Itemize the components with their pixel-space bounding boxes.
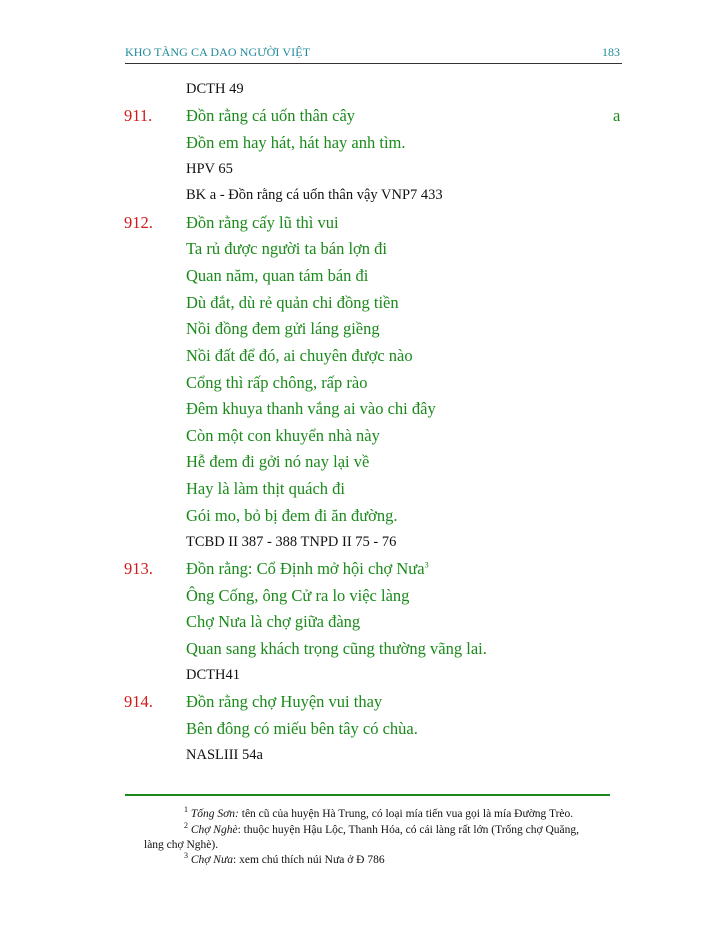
page-number: 183 [602,45,620,59]
verse-line: Ta rủ được người ta bán lợn đi [186,239,387,258]
source-line: NASLIII 54a [186,747,263,763]
verse-line: Gói mo, bỏ bị đem đi ăn đường. [186,506,398,525]
verse-text: Đồn rằng: Cổ Định mở hội chợ Nưa [186,559,425,578]
footnote-text: tên cũ của huyện Hà Trung, có loại mía tiến vua gọi là mía Đường Trèo. [238,808,574,820]
verse-line: Chợ Nưa là chợ giữa đàng [186,612,361,631]
source-line: HPV 65 [186,161,233,177]
footnote [184,821,580,836]
verse-line: Hễ đem đi gởi nó nay lại về [186,452,370,471]
verse-line: Nồi đất để đó, ai chuyên được nào [186,346,413,365]
page-header [125,44,622,64]
verse-line: Đồn rằng cá uốn thân cây [186,106,356,125]
entry-number: 914. [124,692,153,711]
verse-line: Còn một con khuyển nhà này [186,426,380,445]
footnote [184,805,574,820]
footnote-text: : thuộc huyện Hậu Lộc, Thanh Hóa, có cái làng rất lớn (Trống chợ Quăng, [237,824,580,836]
verse-line: Nồi đồng đem gửi láng giềng [186,319,380,338]
verse-line: Hay là làm thịt quách đi [186,479,345,498]
verse-line: Cổng thì rấp chông, rấp rào [186,373,368,392]
entry-number: 913. [124,559,153,578]
rhyme-marker: a [613,106,621,125]
source-line: TCBD II 387 - 388 TNPD II 75 - 76 [186,534,397,550]
verse-line: Quan năm, quan tám bán đi [186,266,369,285]
footnote-mark: 2 [184,821,188,831]
book-title: KHO TÀNG CA DAO NGƯỜI VIỆT [125,45,311,59]
footnote-continuation: làng chợ Nghè). [144,839,219,851]
footnote-term: Chợ Nưa [190,854,234,866]
verse-line: Bên đông có miếu bên tây có chùa. [186,719,418,738]
verse-line [186,559,429,579]
verse-line: Quan sang khách trọng cũng thường vãng lai. [186,639,487,658]
verse-line: Đồn em hay hát, hát hay anh tìm. [186,133,406,152]
source-line: DCTH41 [186,667,240,683]
footnote-mark: 3 [184,851,188,861]
footnote [184,851,385,866]
footnote-mark: 1 [184,805,188,815]
footnote-ref: 3 [424,560,429,570]
verse-line: Đồn rằng chợ Huyện vui thay [186,692,383,711]
source-line: BK a - Đồn rằng cá uốn thân vậy VNP7 433 [186,187,443,203]
entry-number: 911. [124,106,153,125]
footnote-text: : xem chú thích núi Nưa ở Đ 786 [233,854,385,866]
verse-line: Dù đắt, dù rẻ quản chi đồng tiền [186,293,399,312]
footnote-term: Tống Sơn: [190,808,239,820]
entry-number: 912. [124,213,153,232]
footnote-term: Chợ Nghè [190,824,238,836]
source-line: DCTH 49 [186,81,244,97]
verse-line: Đêm khuya thanh vắng ai vào chi đây [186,399,436,418]
verse-line: Ông Cống, ông Cử ra lo việc làng [186,586,410,605]
footnote-divider [125,794,610,796]
verse-line: Đồn rằng cấy lũ thì vui [186,213,339,232]
